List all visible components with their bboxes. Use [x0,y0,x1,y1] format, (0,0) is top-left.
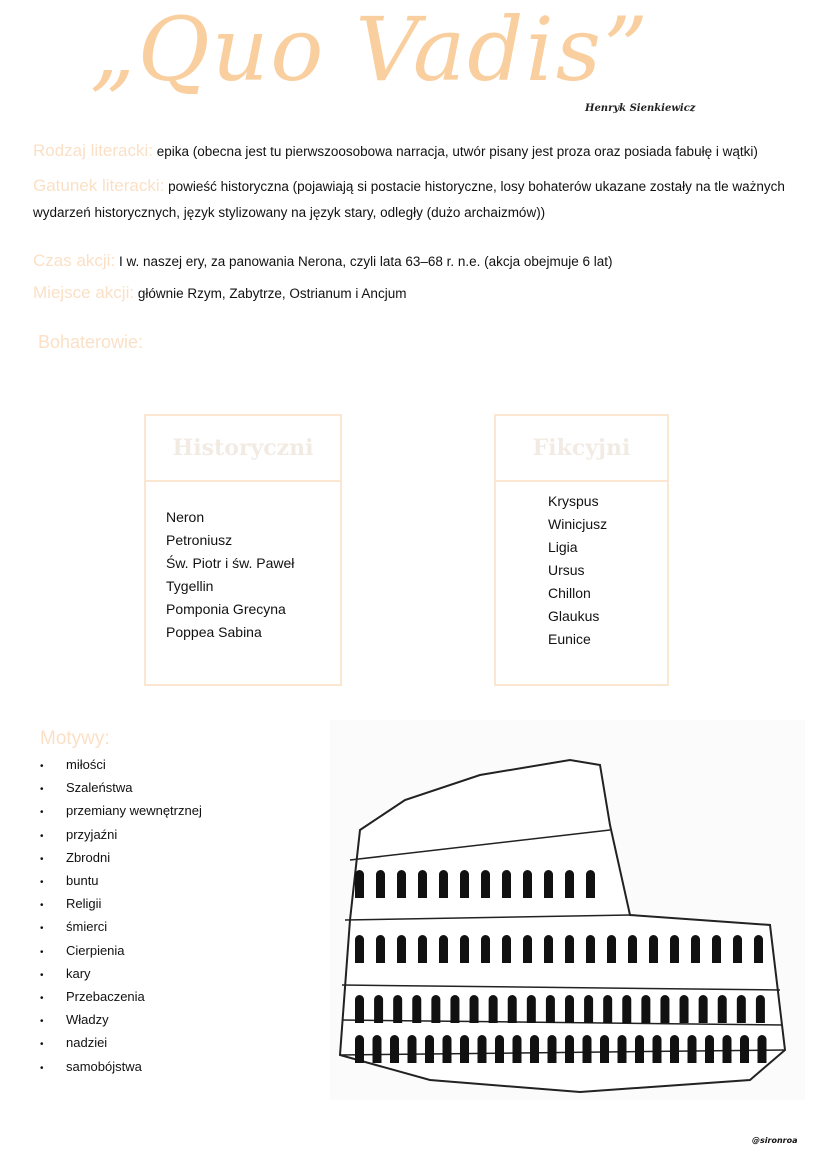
fikcyjni-box [494,414,669,686]
rodzaj-section [33,138,793,165]
rodzaj-text: epika (obecna jest tu pierwszoosobowa narracja, utwór pisany jest proza oraz posiada fabułę i wątki) [156,144,758,159]
arch [660,995,669,1023]
arch [502,870,511,898]
arch [397,870,406,898]
motywy-label: Motywy: [40,728,110,749]
arch [412,995,421,1023]
list-item: Winicjusz [548,516,608,532]
list-item: • Szaleństwa [40,777,202,800]
arch [583,1035,592,1063]
list-item: • samobójstwa [40,1056,202,1079]
list-item: • buntu [40,870,202,893]
arch [390,1035,399,1063]
arch [680,995,689,1023]
arch [705,1035,714,1063]
arch [443,1035,452,1063]
fikcyjni-list [548,490,667,651]
arch [481,870,490,898]
historyczni-header: Historyczni [146,416,340,482]
arch [374,995,383,1023]
arch [393,995,402,1023]
list-item: Neron [166,509,205,525]
arch [635,1035,644,1063]
list-item: Kryspus [548,493,599,509]
arch [723,1035,732,1063]
arch [397,935,406,963]
bohaterowie-label: Bohaterowie: [38,332,144,352]
list-item: • Zbrodni [40,847,202,870]
list-item: • Przebaczenia [40,986,202,1009]
bohaterowie-heading [38,329,793,357]
arch [460,935,469,963]
gatunek-label: Gatunek literacki: [33,176,165,195]
miejsce-label: Miejsce akcji: [33,283,135,302]
arch [376,870,385,898]
arch [355,1035,364,1063]
list-item: • przyjaźni [40,824,202,847]
list-item: • kary [40,963,202,986]
list-item: Ursus [548,562,585,578]
list-item: • Władzy [40,1009,202,1032]
list-item: Tygellin [166,578,214,594]
list-item: Ligia [548,539,578,555]
arch [523,870,532,898]
miejsce-section [33,280,793,307]
rodzaj-label: Rodzaj literacki: [33,141,153,160]
list-item: • nadziei [40,1032,202,1055]
arch [460,870,469,898]
czas-text: I w. naszej ery, za panowania Nerona, czyli lata 63–68 r. n.e. (akcja obejmuje 6 lat) [118,254,613,269]
arch [408,1035,417,1063]
arch [376,935,385,963]
miejsce-text: głównie Rzym, Zabytrze, Ostrianum i Ancjum [137,286,407,301]
arch [565,1035,574,1063]
arch [565,935,574,963]
arch [546,995,555,1023]
arch [733,935,742,963]
arch [586,935,595,963]
arch [607,935,616,963]
arch [670,935,679,963]
info-rows [33,138,793,357]
historyczni-list [166,506,340,644]
list-item: Poppea Sabina [166,624,262,640]
colosseum-illustration [330,720,805,1100]
arch [460,1035,469,1063]
arch [618,1035,627,1063]
arch [373,1035,382,1063]
arch [649,935,658,963]
arch [622,995,631,1023]
arch [548,1035,557,1063]
list-item: Chillon [548,585,591,601]
list-item: • przemiany wewnętrznej [40,800,202,823]
gatunek-section [33,173,793,226]
arch [740,1035,749,1063]
arch [584,995,593,1023]
arch [754,935,763,963]
arch [756,995,765,1023]
arch [355,995,364,1023]
arch [478,1035,487,1063]
arch [758,1035,767,1063]
arch [565,995,574,1023]
watermark: @sironroa [752,1136,798,1145]
gatunek-text: powieść historyczna (pojawiają si postacie historyczne, losy bohaterów ukazane zostały na tle ważnych wydarzeń historycznych, język stylizowany na język stary, odległy (dużo archaizmów)) [33,179,785,220]
fikcyjni-header: Fikcyjni [496,416,667,482]
arch [470,995,479,1023]
motywy-list [40,754,202,1079]
arch [712,935,721,963]
czas-section [33,248,793,275]
colosseum-drawing [330,720,805,1100]
arch [653,1035,662,1063]
arch [481,935,490,963]
arch [495,1035,504,1063]
arch [544,935,553,963]
arch [418,870,427,898]
arch [670,1035,679,1063]
list-item: • Religii [40,893,202,916]
historyczni-box [144,414,342,686]
arch [439,935,448,963]
author: Henryk Sienkiewicz [585,103,696,114]
arch [586,870,595,898]
arch [737,995,746,1023]
arch [691,935,700,963]
arch [688,1035,697,1063]
czas-label: Czas akcji: [33,251,116,270]
arch [439,870,448,898]
list-item: • Cierpienia [40,940,202,963]
arch [641,995,650,1023]
list-item: Petroniusz [166,532,233,548]
arch [603,995,612,1023]
arch [600,1035,609,1063]
title: „Quo Vadis” [90,0,650,101]
arch [527,995,536,1023]
arch [544,870,553,898]
arch [565,870,574,898]
list-item: Glaukus [548,608,600,624]
arch [502,935,511,963]
list-item: • śmierci [40,916,202,939]
arch [425,1035,434,1063]
arch [431,995,440,1023]
list-item: Pomponia Grecyna [166,601,286,617]
motywy-section [40,728,202,1079]
list-item: Eunice [548,631,591,647]
arch [718,995,727,1023]
list-item: Św. Piotr i św. Paweł [166,555,295,571]
list-item: • miłości [40,754,202,777]
arch [355,935,364,963]
arch [450,995,459,1023]
arch [355,870,364,898]
arch [699,995,708,1023]
arch [508,995,517,1023]
arch [530,1035,539,1063]
arch [513,1035,522,1063]
arch [628,935,637,963]
arch [489,995,498,1023]
arch [523,935,532,963]
arch [418,935,427,963]
